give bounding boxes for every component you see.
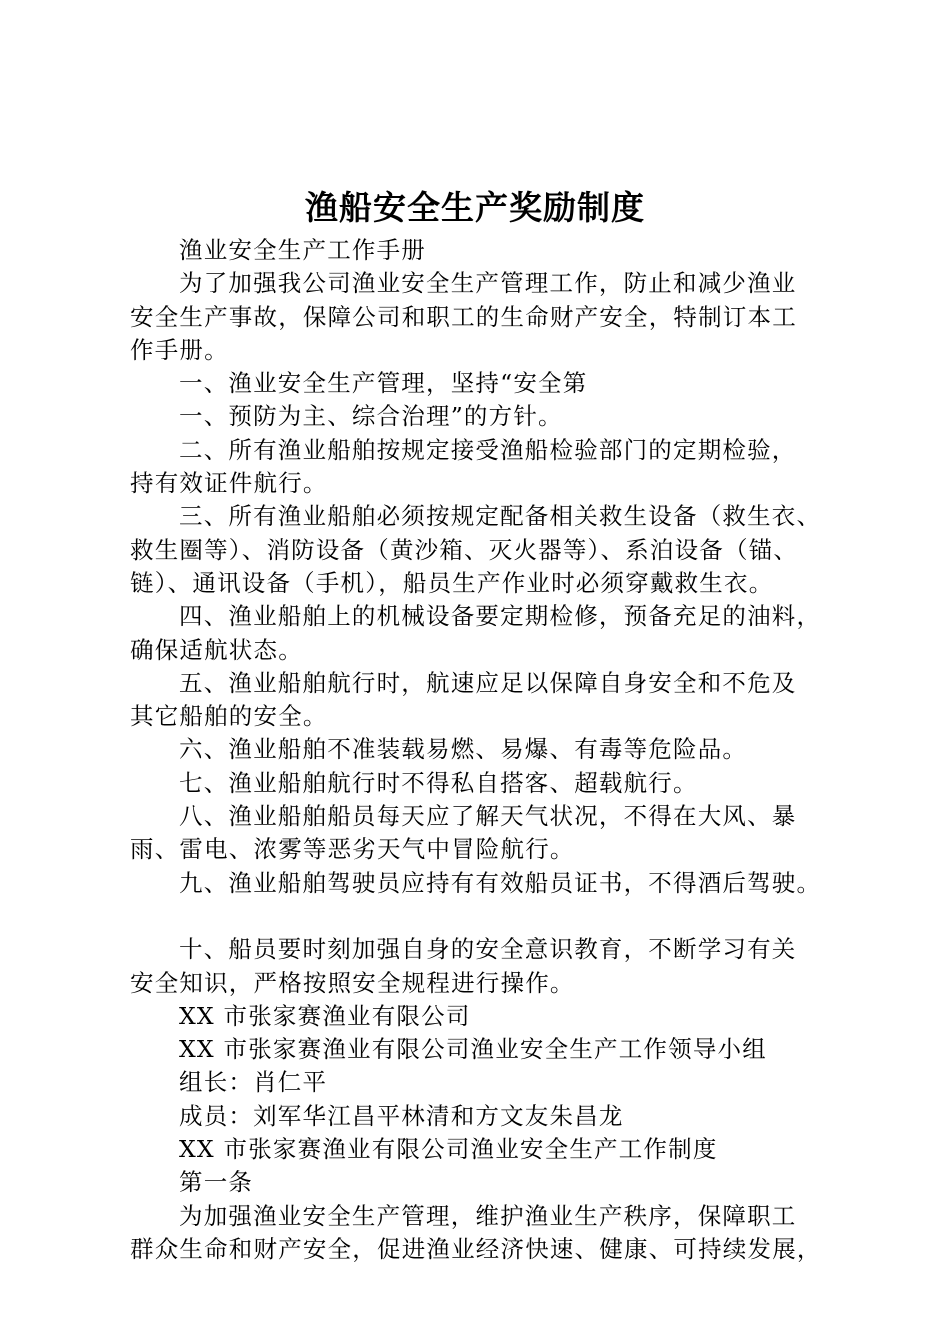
text-line: 链）、通讯设备（手机），船员生产作业时必须穿戴救生衣。: [130, 568, 774, 597]
text-line: 三、所有渔业船舶必须按规定配备相关救生设备（救生衣、: [179, 502, 822, 531]
text-line: 作手册。: [130, 335, 229, 364]
text-line: XX 市张家赛渔业有限公司渔业安全生产工作领导小组: [179, 1035, 767, 1064]
text-line: 持有效证件航行。: [130, 469, 328, 498]
text-line: 为加强渔业安全生产管理，维护渔业生产秩序，保障职工: [179, 1201, 797, 1230]
text-line: 第一条: [179, 1168, 254, 1197]
text-line: 五、渔业船舶航行时，航速应足以保障自身安全和不危及: [179, 668, 797, 697]
text-line: 七、渔业船舶航行时不得私自搭客、超载航行。: [179, 768, 698, 797]
text-line: 群众生命和财产安全，促进渔业经济快速、健康、可持续发展，: [130, 1234, 822, 1263]
text-line: 确保适航状态。: [130, 635, 303, 664]
text-line: 四、渔业船舶上的机械设备要定期检修，预备充足的油料，: [179, 602, 822, 631]
text-line: 其它船舶的安全。: [130, 702, 328, 731]
text-line: XX 市张家赛渔业有限公司渔业安全生产工作制度: [179, 1135, 718, 1164]
text-line: 安全知识，严格按照安全规程进行操作。: [130, 968, 575, 997]
text-line: 为了加强我公司渔业安全生产管理工作，防止和减少渔业: [179, 269, 797, 298]
text-line: 九、渔业船舶驾驶员应持有有效船员证书，不得酒后驾驶。: [179, 868, 822, 897]
blank-line: [130, 900, 850, 933]
text-line: 雨、雷电、浓雾等恶劣天气中冒险航行。: [130, 835, 575, 864]
text-line: 二、所有渔业船舶按规定接受渔船检验部门的定期检验，: [179, 435, 797, 464]
document-body: [130, 234, 850, 1266]
text-line: 渔业安全生产工作手册: [179, 236, 426, 264]
text-line: XX 市张家赛渔业有限公司: [179, 1001, 471, 1030]
text-line: 成员：刘军华江昌平林清和方文友朱昌龙: [179, 1101, 624, 1130]
text-line: 救生圈等）、消防设备（黄沙箱、灭火器等）、系泊设备（锚、: [130, 535, 799, 564]
text-line: 安全生产事故，保障公司和职工的生命财产安全，特制订本工: [130, 302, 797, 331]
text-line: 六、渔业船舶不准装载易燃、易爆、有毒等危险品。: [179, 735, 748, 764]
text-line: 八、渔业船舶船员每天应了解天气状况，不得在大风、暴: [179, 802, 797, 831]
text-line: 一、渔业安全生产管理，坚持“安全第: [179, 369, 588, 398]
text-line: 一、预防为主、综合治理”的方针。: [179, 402, 563, 431]
text-line: 十、船员要时刻加强自身的安全意识教育，不断学习有关: [179, 935, 797, 964]
document-title: 渔船安全生产奖励制度: [305, 188, 645, 227]
text-line: 组长：肖仁平: [179, 1068, 328, 1097]
